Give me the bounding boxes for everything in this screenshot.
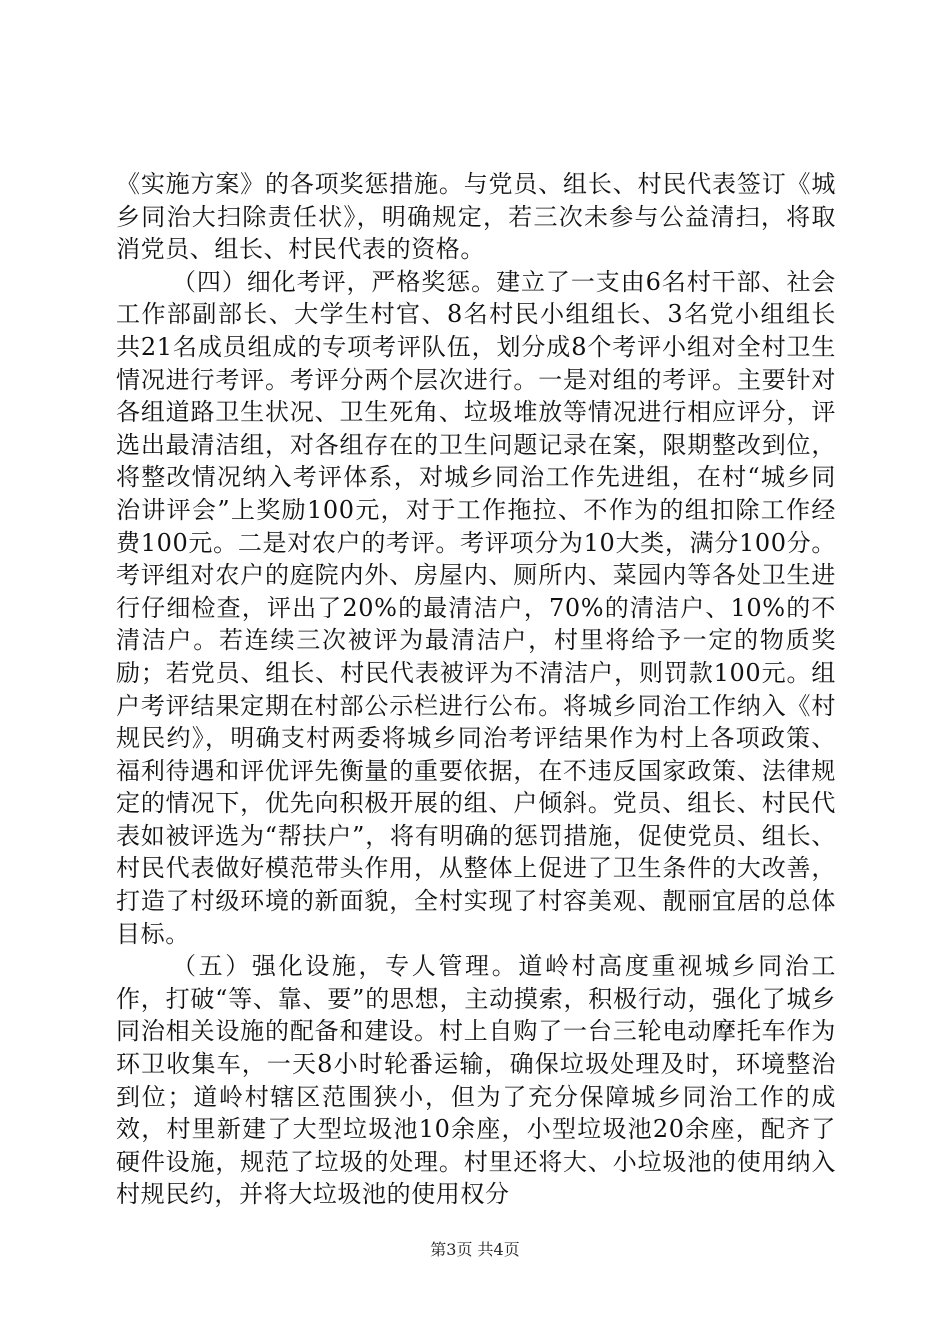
page-number-label: 第3页 共4页: [430, 1240, 520, 1259]
paragraph-section-five: （五）强化设施，专人管理。道岭村高度重视城乡同治工作，打破“等、靠、要”的思想，主动摸索，积极行动，强化了城乡同治相关设施的配备和建设。村上自购了一台三轮电动摩托车作为环卫收集车，一天8小时轮番运输，确保垃圾处理及时，环境整治到位；道岭村辖区范围狭小，但为了充分保障城乡同治工作的成效，村里新建了大型垃圾池10余座，小型垃圾池20余座，配齐了硬件设施，规范了垃圾的处理。村里还将大、小垃圾池的使用纳入村规民约，并将大垃圾池的使用权分: [116, 952, 836, 1209]
paragraph-continuation: 《实施方案》的各项奖惩措施。与党员、组长、村民代表签订《城乡同治大扫除责任状》，明确规定，若三次未参与公益清扫，将取消党员、组长、村民代表的资格。: [116, 170, 836, 264]
paragraph-section-four: （四）细化考评，严格奖惩。建立了一支由6名村干部、社会工作部副部长、大学生村官、8名村民小组组长、3名党小组组长共21名成员组成的专项考评队伍，划分成8个考评小组对全村卫生情况进行考评。考评分两个层次进行。一是对组的考评。主要针对各组道路卫生状况、卫生死角、垃圾堆放等情况进行相应评分，评选出最清洁组，对各组存在的卫生问题记录在案，限期整改到位，将整改情况纳入考评体系，对城乡同治工作先进组，在村“城乡同治讲评会”上奖励100元，对于工作拖拉、不作为的组扣除工作经费100元。二是对农户的考评。考评项分为10大类，满分100分。考评组对农户的庭院内外、房屋内、厕所内、菜园内等各处卫生进行仔细检查，评出了20%的最清洁户，70%的清洁户、10%的不清洁户。若连续三次被评为最清洁户，村里将给予一定的物质奖励；若党员、组长、村民代表被评为不清洁户，则罚款100元。组户考评结果定期在村部公示栏进行公布。将城乡同治工作纳入《村规民约》，明确支村两委将城乡同治考评结果作为村上各项政策、福利待遇和评优评先衡量的重要依据，在不违反国家政策、法律规定的情况下，优先向积极开展的组、户倾斜。党员、组长、村民代表如被评选为“帮扶户”，将有明确的惩罚措施，促使党员、组长、村民代表做好模范带头作用，从整体上促进了卫生条件的大改善，打造了村级环境的新面貌，全村实现了村容美观、靓丽宜居的总体目标。: [116, 267, 836, 948]
page-footer: [0, 1240, 950, 1260]
document-body: [116, 168, 836, 1211]
